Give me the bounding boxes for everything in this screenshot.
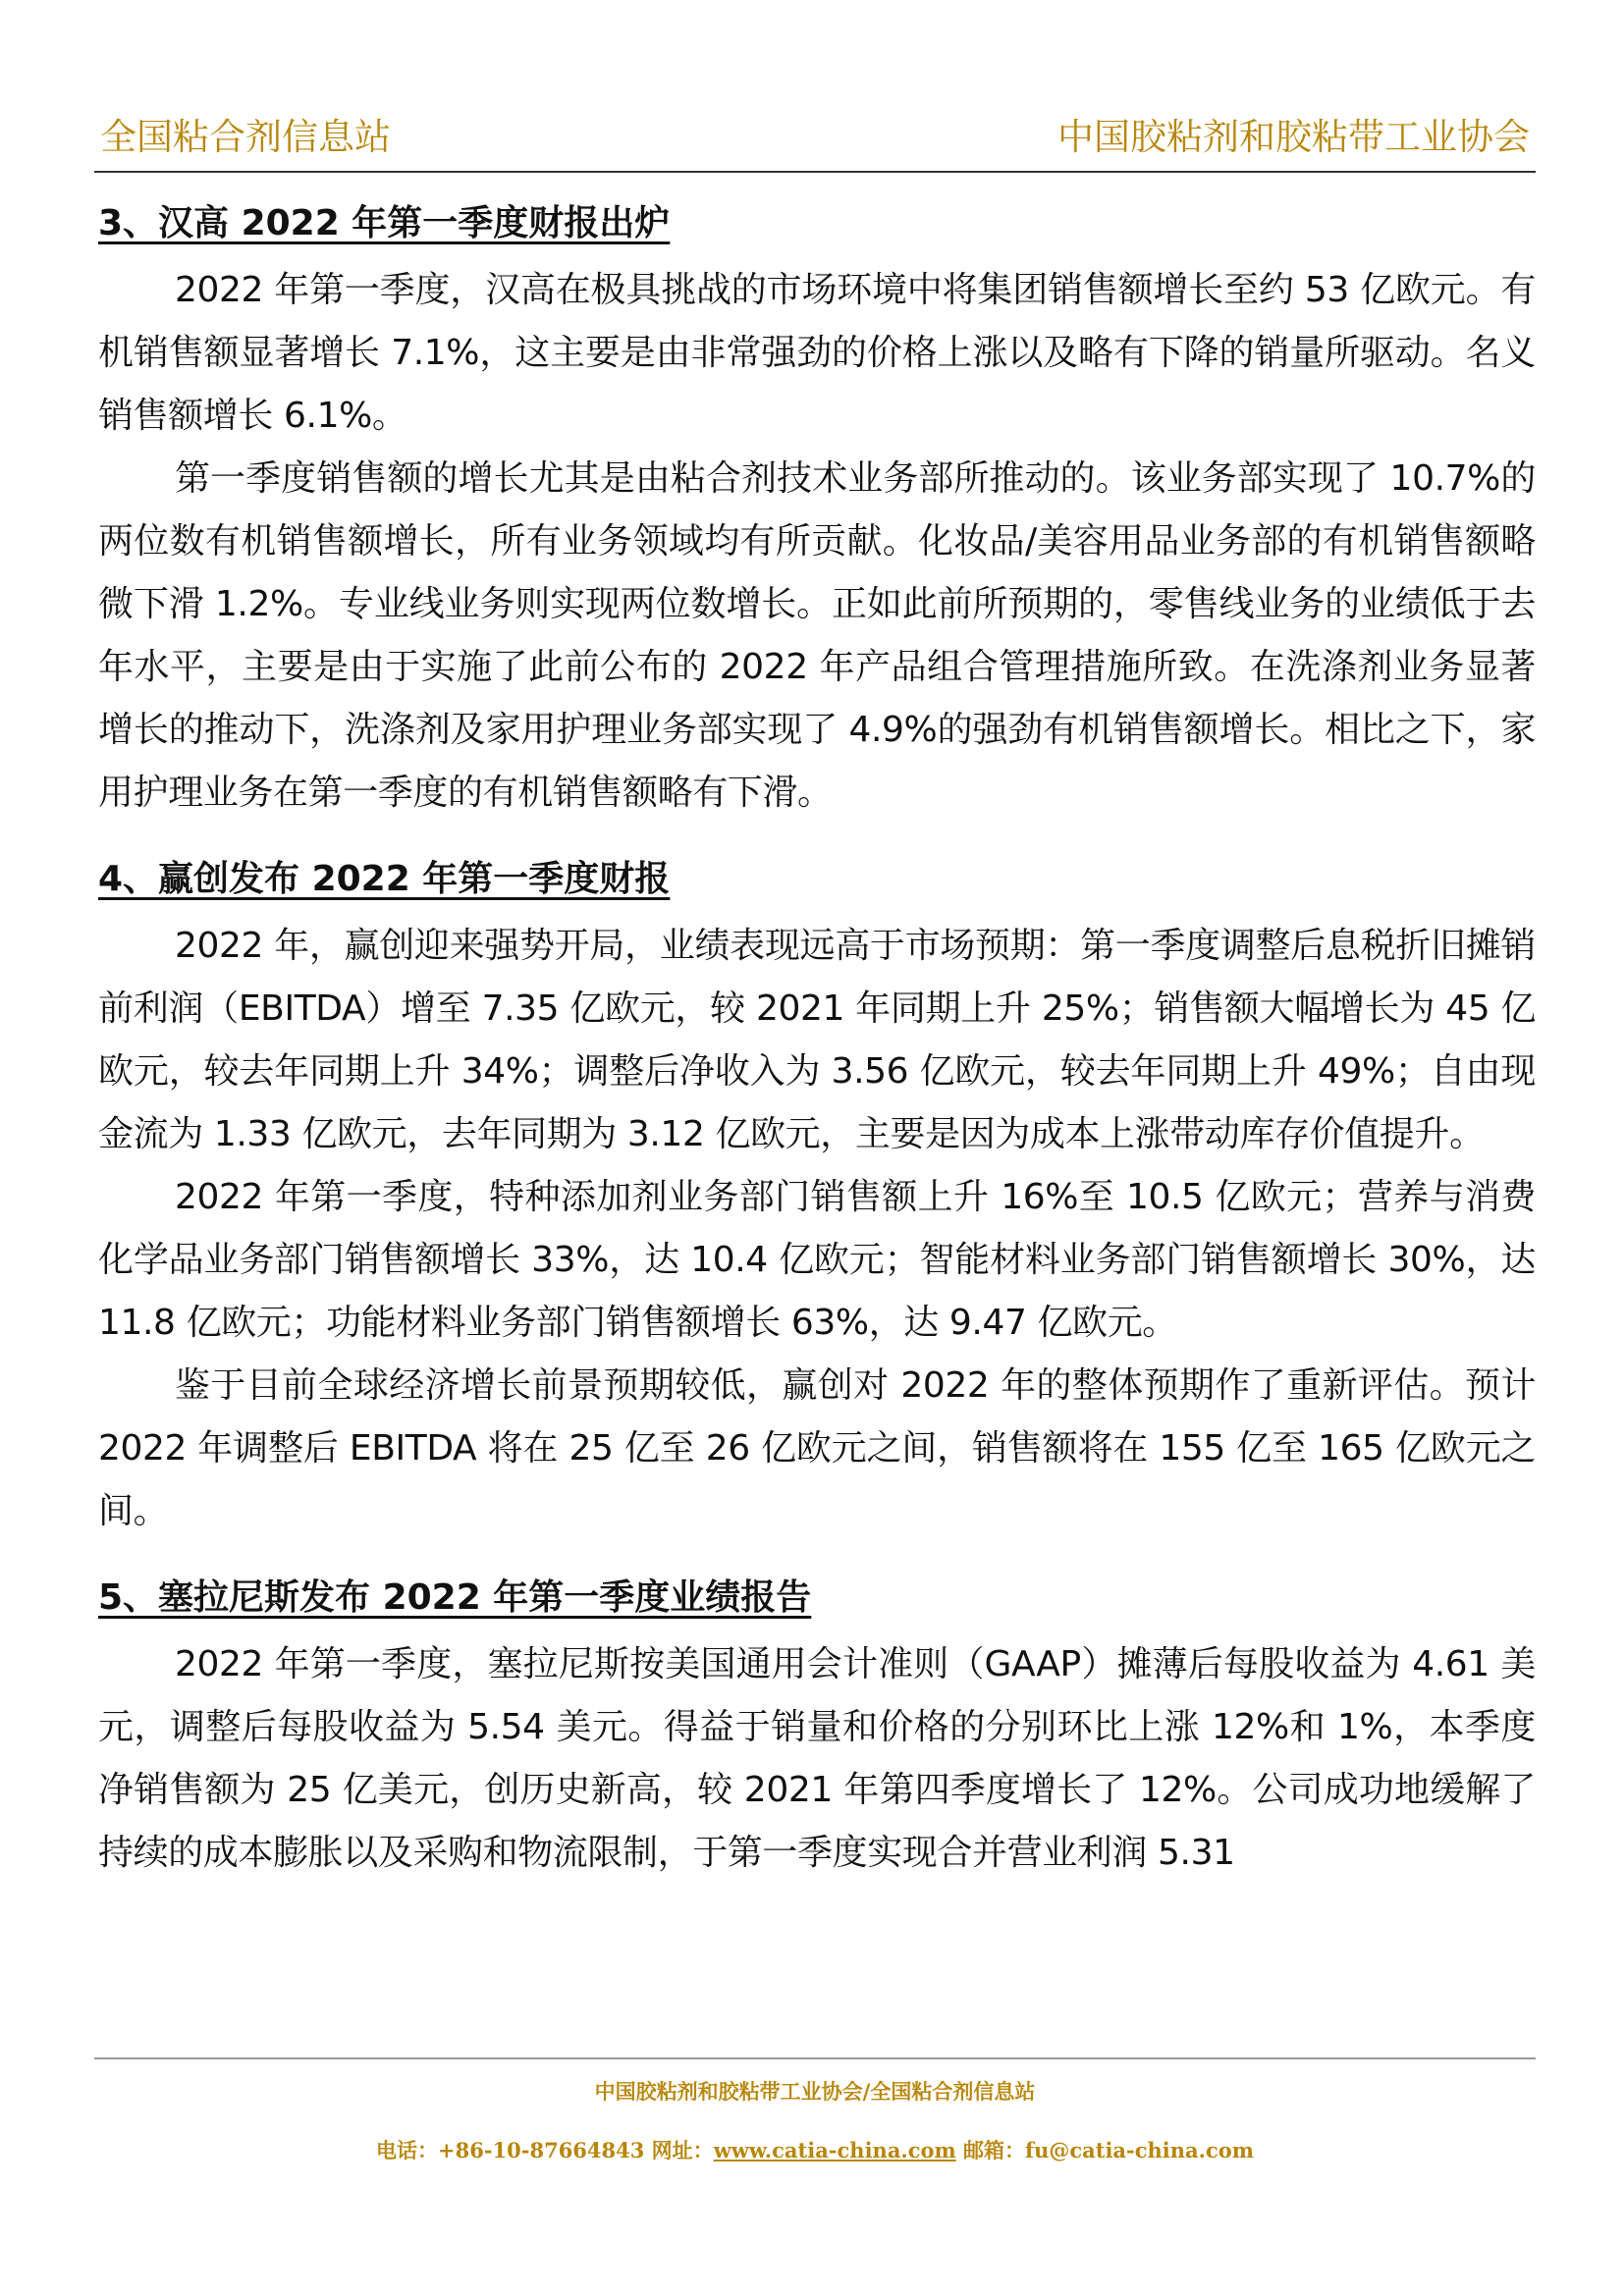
section-heading: 3、汉高 2022 年第一季度财报出炉 — [98, 203, 671, 243]
section-heading: 4、赢创发布 2022 年第一季度财报 — [98, 859, 671, 899]
header-left-title: 全国粘合剂信息站 — [100, 116, 391, 158]
page-header — [94, 112, 1536, 173]
paragraph: 第一季度销售额的增长尤其是由粘合剂技术业务部所推动的。该业务部实现了 10.7%的两位数有机销售额增长，所有业务领域均有所贡献。化妆品/美容用品业务部的有机销售额略微下滑 1.2%。专业线业务则实现两位数增长。正如此前所预期的，零售线业务的业绩低于去年水平，主要是由于实施了此前公布的 2022 年产品组合管理措施所致。在洗涤剂业务显著增长的推动下，洗涤剂及家用护理业务部实现了 4.9%的强劲有机销售额增长。相比之下，家用护理业务在第一季度的有机销售额略有下滑。 — [98, 458, 1536, 813]
section-celanese — [98, 1571, 1536, 1885]
footer-phone: 电话：+86-10-87664843 网址： — [376, 2138, 714, 2163]
paragraph: 鉴于目前全球经济增长前景预期较低，赢创对 2022 年的整体预期作了重新评估。预计 2022 年调整后 EBITDA 将在 25 亿至 26 亿欧元之间，销售额将在 155 亿至 165 亿欧元之间。 — [98, 1365, 1536, 1531]
header-right-title: 中国胶粘剂和胶粘带工业协会 — [1057, 116, 1530, 158]
footer-contact — [94, 2136, 1536, 2165]
footer-organization: 中国胶粘剂和胶粘带工业协会/全国粘合剂信息站 — [594, 2079, 1036, 2104]
paragraph: 2022 年，赢创迎来强势开局，业绩表现远高于市场预期：第一季度调整后息税折旧摊销前利润（EBITDA）增至 7.35 亿欧元，较 2021 年同期上升 25%；销售额大幅增长为 45 亿欧元，较去年同期上升 34%；调整后净收入为 3.56 亿欧元，较去年同期上升 49%；自由现金流为 1.33 亿欧元，去年同期为 3.12 亿欧元，主要是因为成本上涨带动库存价值提升。 — [98, 926, 1536, 1154]
paragraph: 2022 年第一季度，汉高在极具挑战的市场环境中将集团销售额增长至约 53 亿欧元。有机销售额显著增长 7.1%，这主要是由非常强劲的价格上涨以及略有下降的销量所驱动。名义销售额增长 6.1%。 — [98, 270, 1536, 436]
page-footer — [94, 2057, 1536, 2165]
section-evonik — [98, 852, 1536, 1543]
paragraph: 2022 年第一季度，塞拉尼斯按美国通用会计准则（GAAP）摊薄后每股收益为 4.61 美元，调整后每股收益为 5.54 美元。得益于销量和价格的分别环比上涨 12%和 1%，本季度净销售额为 25 亿美元，创历史新高，较 2021 年第四季度增长了 12%。公司成功地缓解了持续的成本膨胀以及采购和物流限制，于第一季度实现合并营业利润 5.31 — [98, 1644, 1536, 1873]
section-heading: 5、塞拉尼斯发布 2022 年第一季度业绩报告 — [98, 1577, 812, 1618]
article-body — [98, 196, 1536, 1912]
section-henkel — [98, 196, 1536, 825]
footer-website-link[interactable]: www.catia-china.com — [713, 2138, 956, 2163]
footer-email: 邮箱：fu@catia-china.com — [955, 2138, 1254, 2163]
paragraph: 2022 年第一季度，特种添加剂业务部门销售额上升 16%至 10.5 亿欧元；营养与消费化学品业务部门销售额增长 33%，达 10.4 亿欧元；智能材料业务部门销售额增长 30%，达 11.8 亿欧元；功能材料业务部门销售额增长 63%，达 9.47 亿欧元。 — [98, 1177, 1536, 1343]
